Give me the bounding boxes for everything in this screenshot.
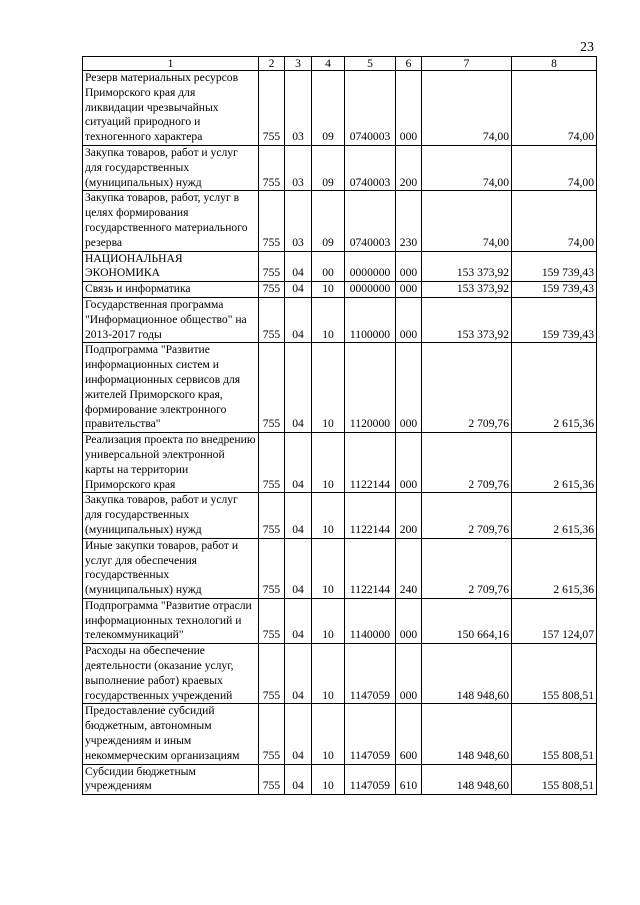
row-code-cell: 03 (285, 71, 312, 146)
row-code-cell: 000 (396, 343, 422, 433)
row-code-cell: 10 (312, 644, 345, 704)
row-code-cell: 230 (396, 191, 422, 251)
row-amount-cell: 74,00 (422, 71, 512, 146)
row-code-cell: 00 (312, 251, 345, 282)
row-amount-cell: 2 709,76 (422, 538, 512, 598)
row-code-cell: 000 (396, 598, 422, 643)
row-code-cell: 755 (259, 282, 285, 298)
row-code-cell: 04 (285, 493, 312, 538)
row-amount-cell: 2 615,36 (512, 343, 597, 433)
row-amount-cell: 159 739,43 (512, 282, 597, 298)
row-code-cell: 04 (285, 282, 312, 298)
row-code-cell: 610 (396, 764, 422, 795)
row-code-cell: 0000000 (345, 251, 396, 282)
table-row (83, 343, 597, 433)
row-code-cell: 1147059 (345, 644, 396, 704)
table-row (83, 145, 597, 190)
row-name-cell: Иные закупки товаров, работ и услуг для обеспечения государственных (муниципальных) нужд (83, 538, 259, 598)
row-code-cell: 755 (259, 644, 285, 704)
row-name-cell: Закупка товаров, работ, услуг в целях формирования государственного материального резерва (83, 191, 259, 251)
row-name-cell: НАЦИОНАЛЬНАЯ ЭКОНОМИКА (83, 251, 259, 282)
row-amount-cell: 74,00 (422, 191, 512, 251)
row-code-cell: 000 (396, 297, 422, 342)
row-code-cell: 04 (285, 538, 312, 598)
row-amount-cell: 74,00 (422, 145, 512, 190)
table-row (83, 191, 597, 251)
row-code-cell: 000 (396, 282, 422, 298)
row-amount-cell: 2 709,76 (422, 493, 512, 538)
row-code-cell: 10 (312, 343, 345, 433)
row-code-cell: 1147059 (345, 704, 396, 764)
row-amount-cell: 74,00 (512, 145, 597, 190)
row-code-cell: 000 (396, 71, 422, 146)
header-cell: 5 (345, 57, 396, 71)
table-row (83, 538, 597, 598)
row-code-cell: 240 (396, 538, 422, 598)
table-body (83, 57, 597, 795)
row-code-cell: 04 (285, 598, 312, 643)
row-amount-cell: 148 948,60 (422, 644, 512, 704)
row-code-cell: 09 (312, 145, 345, 190)
row-amount-cell: 155 808,51 (512, 704, 597, 764)
row-amount-cell: 153 373,92 (422, 251, 512, 282)
row-code-cell: 755 (259, 145, 285, 190)
row-code-cell: 10 (312, 538, 345, 598)
row-amount-cell: 153 373,92 (422, 297, 512, 342)
row-amount-cell: 159 739,43 (512, 251, 597, 282)
row-amount-cell: 155 808,51 (512, 764, 597, 795)
row-code-cell: 04 (285, 343, 312, 433)
row-code-cell: 10 (312, 433, 345, 493)
row-code-cell: 04 (285, 297, 312, 342)
row-code-cell: 04 (285, 764, 312, 795)
row-code-cell: 1122144 (345, 493, 396, 538)
row-code-cell: 755 (259, 538, 285, 598)
row-code-cell: 10 (312, 764, 345, 795)
row-name-cell: Расходы на обеспечение деятельности (оказание услуг, выполнение работ) краевых государственных учреждений (83, 644, 259, 704)
table-row (83, 493, 597, 538)
row-code-cell: 04 (285, 251, 312, 282)
row-amount-cell: 2 615,36 (512, 493, 597, 538)
row-code-cell: 1120000 (345, 343, 396, 433)
table-row (83, 251, 597, 282)
table-row (83, 764, 597, 795)
row-code-cell: 000 (396, 433, 422, 493)
row-name-cell: Подпрограмма "Развитие информационных систем и информационных сервисов для жителей Приморского края, формирование электронного правительства" (83, 343, 259, 433)
row-code-cell: 0740003 (345, 191, 396, 251)
row-amount-cell: 2 615,36 (512, 538, 597, 598)
row-code-cell: 04 (285, 433, 312, 493)
row-amount-cell: 153 373,92 (422, 282, 512, 298)
table-row (83, 433, 597, 493)
row-code-cell: 1122144 (345, 433, 396, 493)
table-row (83, 644, 597, 704)
row-amount-cell: 2 709,76 (422, 433, 512, 493)
row-amount-cell: 74,00 (512, 191, 597, 251)
row-code-cell: 1100000 (345, 297, 396, 342)
table-row (83, 598, 597, 643)
row-name-cell: Закупка товаров, работ и услуг для государственных (муниципальных) нужд (83, 145, 259, 190)
row-name-cell: Связь и информатика (83, 282, 259, 298)
row-code-cell: 0000000 (345, 282, 396, 298)
row-amount-cell: 157 124,07 (512, 598, 597, 643)
row-code-cell: 10 (312, 598, 345, 643)
row-name-cell: Резерв материальных ресурсов Приморского края для ликвидации чрезвычайных ситуаций природного и техногенного характера (83, 71, 259, 146)
row-name-cell: Реализация проекта по внедрению универсальной электронной карты на территории Приморского края (83, 433, 259, 493)
table-row (83, 704, 597, 764)
header-cell: 7 (422, 57, 512, 71)
row-code-cell: 04 (285, 704, 312, 764)
row-code-cell: 03 (285, 191, 312, 251)
header-row (83, 57, 597, 71)
row-amount-cell: 159 739,43 (512, 297, 597, 342)
budget-table (82, 56, 597, 795)
row-amount-cell: 150 664,16 (422, 598, 512, 643)
row-code-cell: 1122144 (345, 538, 396, 598)
row-code-cell: 03 (285, 145, 312, 190)
row-code-cell: 10 (312, 297, 345, 342)
header-cell: 6 (396, 57, 422, 71)
row-amount-cell: 148 948,60 (422, 704, 512, 764)
row-code-cell: 755 (259, 704, 285, 764)
row-code-cell: 200 (396, 145, 422, 190)
row-code-cell: 755 (259, 598, 285, 643)
table-row (83, 71, 597, 146)
table-row (83, 297, 597, 342)
row-name-cell: Субсидии бюджетным учреждениям (83, 764, 259, 795)
row-name-cell: Государственная программа "Информационное общество" на 2013-2017 годы (83, 297, 259, 342)
row-code-cell: 000 (396, 644, 422, 704)
row-amount-cell: 148 948,60 (422, 764, 512, 795)
row-name-cell: Подпрограмма "Развитие отрасли информационных технологий и телекоммуникаций" (83, 598, 259, 643)
header-cell: 2 (259, 57, 285, 71)
row-code-cell: 1140000 (345, 598, 396, 643)
row-name-cell: Закупка товаров, работ и услуг для государственных (муниципальных) нужд (83, 493, 259, 538)
header-cell: 3 (285, 57, 312, 71)
row-amount-cell: 155 808,51 (512, 644, 597, 704)
row-code-cell: 10 (312, 282, 345, 298)
row-name-cell: Предоставление субсидий бюджетным, автономным учреждениям и иным некоммерческим организациям (83, 704, 259, 764)
row-code-cell: 755 (259, 251, 285, 282)
row-code-cell: 04 (285, 644, 312, 704)
row-code-cell: 0740003 (345, 145, 396, 190)
row-code-cell: 1147059 (345, 764, 396, 795)
header-cell: 4 (312, 57, 345, 71)
row-code-cell: 755 (259, 343, 285, 433)
header-cell: 8 (512, 57, 597, 71)
row-code-cell: 755 (259, 191, 285, 251)
row-code-cell: 10 (312, 704, 345, 764)
row-code-cell: 755 (259, 71, 285, 146)
table-row (83, 282, 597, 298)
row-code-cell: 200 (396, 493, 422, 538)
row-code-cell: 0740003 (345, 71, 396, 146)
row-code-cell: 09 (312, 191, 345, 251)
row-code-cell: 755 (259, 493, 285, 538)
row-code-cell: 755 (259, 433, 285, 493)
row-code-cell: 755 (259, 297, 285, 342)
row-amount-cell: 2 615,36 (512, 433, 597, 493)
row-amount-cell: 74,00 (512, 71, 597, 146)
row-code-cell: 755 (259, 764, 285, 795)
row-code-cell: 600 (396, 704, 422, 764)
header-cell: 1 (83, 57, 259, 71)
row-code-cell: 09 (312, 71, 345, 146)
page-number: 23 (580, 40, 594, 55)
row-code-cell: 000 (396, 251, 422, 282)
row-code-cell: 10 (312, 493, 345, 538)
row-amount-cell: 2 709,76 (422, 343, 512, 433)
